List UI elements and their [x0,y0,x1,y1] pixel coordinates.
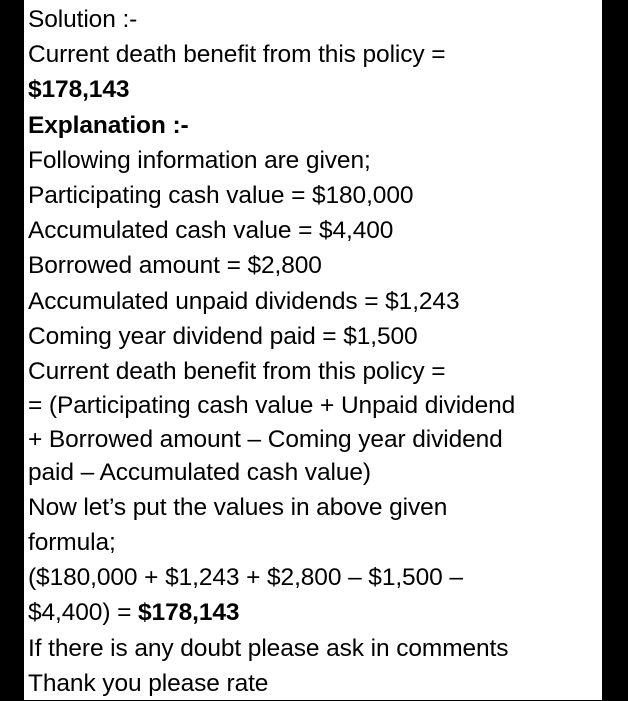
closing-note: If there is any doubt please ask in comments [28,634,509,662]
substitute-intro: Now let’s put the values in above given [28,493,448,521]
formula-line: + Borrowed amount – Coming year dividend [28,425,503,453]
calculation-result: $178,143 [138,599,240,627]
formula-label: Current death benefit from this policy = [28,358,446,386]
calculation-prefix: $4,400) = [28,599,139,627]
calculation-line: ($180,000 + $1,243 + $2,800 – $1,500 – [28,564,463,592]
result-value: $178,143 [28,76,130,104]
answer-document [24,0,602,700]
given-intro: Following information are given; [28,146,371,174]
result-label: Current death benefit from this policy = [28,41,446,69]
given-item: Accumulated cash value = $4,400 [28,217,394,245]
formula-line: = (Participating cash value + Unpaid dividend [28,392,516,420]
solution-heading: Solution :- [28,6,138,33]
given-item: Borrowed amount = $2,800 [28,252,322,280]
given-item: Coming year dividend paid = $1,500 [28,322,418,350]
given-item: Participating cash value = $180,000 [28,182,414,210]
formula-line: paid – Accumulated cash value) [28,459,371,487]
explanation-heading: Explanation :- [28,111,189,139]
substitute-intro-cont: formula; [28,528,116,556]
calculation-line-end [28,595,600,630]
closing-thanks: Thank you please rate [28,669,269,697]
given-item: Accumulated unpaid dividends = $1,243 [28,287,460,315]
